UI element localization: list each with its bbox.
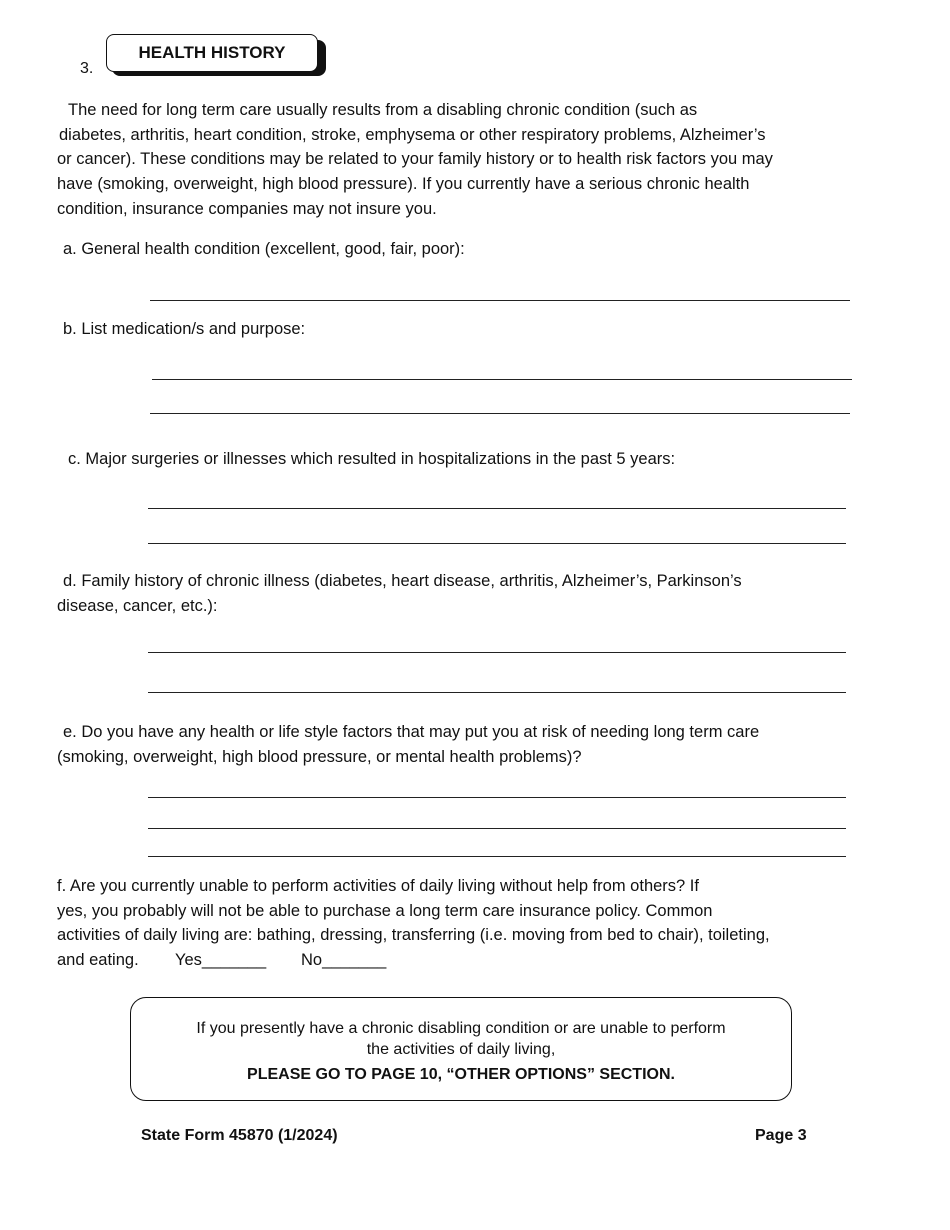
intro-line: or cancer). These conditions may be related to your family history or to health risk factors you may	[57, 150, 773, 168]
section-title: HEALTH HISTORY	[106, 34, 318, 72]
answer-d-line-2[interactable]	[148, 692, 846, 693]
intro-line: have (smoking, overweight, high blood pressure). If you currently have a serious chronic health	[57, 175, 750, 193]
answer-d-line-1[interactable]	[148, 652, 846, 653]
answer-c-line-2[interactable]	[148, 543, 846, 544]
form-id: State Form 45870 (1/2024)	[141, 1127, 338, 1144]
answer-e-line-2[interactable]	[148, 828, 846, 829]
intro-line: condition, insurance companies may not insure you.	[57, 200, 437, 218]
question-e-label: (smoking, overweight, high blood pressure, or mental health problems)?	[57, 748, 582, 766]
notice-callout	[130, 997, 792, 1101]
question-b-label: b. List medication/s and purpose:	[63, 320, 306, 338]
question-f-label: f. Are you currently unable to perform activities of daily living without help from others? If	[57, 877, 699, 895]
answer-c-line-1[interactable]	[148, 508, 846, 509]
no-answer-blank[interactable]: No_______	[301, 951, 387, 969]
answer-e-line-3[interactable]	[148, 856, 846, 857]
answer-a-line-1[interactable]	[150, 300, 850, 301]
question-f-label: activities of daily living are: bathing, dressing, transferring (i.e. moving from bed to chair), toileting,	[57, 926, 770, 944]
question-c-label: c. Major surgeries or illnesses which resulted in hospitalizations in the past 5 years:	[68, 450, 676, 468]
page-number: Page 3	[755, 1127, 807, 1144]
question-e-label: e. Do you have any health or life style factors that may put you at risk of needing long term care	[63, 723, 760, 741]
notice-line-2: the activities of daily living,	[366, 1041, 556, 1058]
question-d-label: d. Family history of chronic illness (diabetes, heart disease, arthritis, Alzheimer’s, Parkinson’s	[63, 572, 742, 590]
question-f-last-line: and eating.	[57, 951, 139, 969]
answer-b-line-1[interactable]	[152, 379, 852, 380]
notice-line-1: If you presently have a chronic disabling condition or are unable to perform	[196, 1020, 726, 1037]
question-f-label: yes, you probably will not be able to purchase a long term care insurance policy. Common	[57, 902, 713, 920]
question-d-label: disease, cancer, etc.):	[57, 597, 218, 615]
notice-instruction: PLEASE GO TO PAGE 10, “OTHER OPTIONS” SECTION.	[247, 1066, 675, 1083]
answer-b-line-2[interactable]	[150, 413, 850, 414]
intro-line: diabetes, arthritis, heart condition, stroke, emphysema or other respiratory problems, Alzheimer’s	[59, 126, 766, 144]
intro-line: The need for long term care usually results from a disabling chronic condition (such as	[68, 101, 698, 119]
yes-answer-blank[interactable]: Yes_______	[175, 951, 267, 969]
section-number: 3.	[80, 60, 94, 77]
answer-e-line-1[interactable]	[148, 797, 846, 798]
question-a-label: a. General health condition (excellent, good, fair, poor):	[63, 240, 465, 258]
